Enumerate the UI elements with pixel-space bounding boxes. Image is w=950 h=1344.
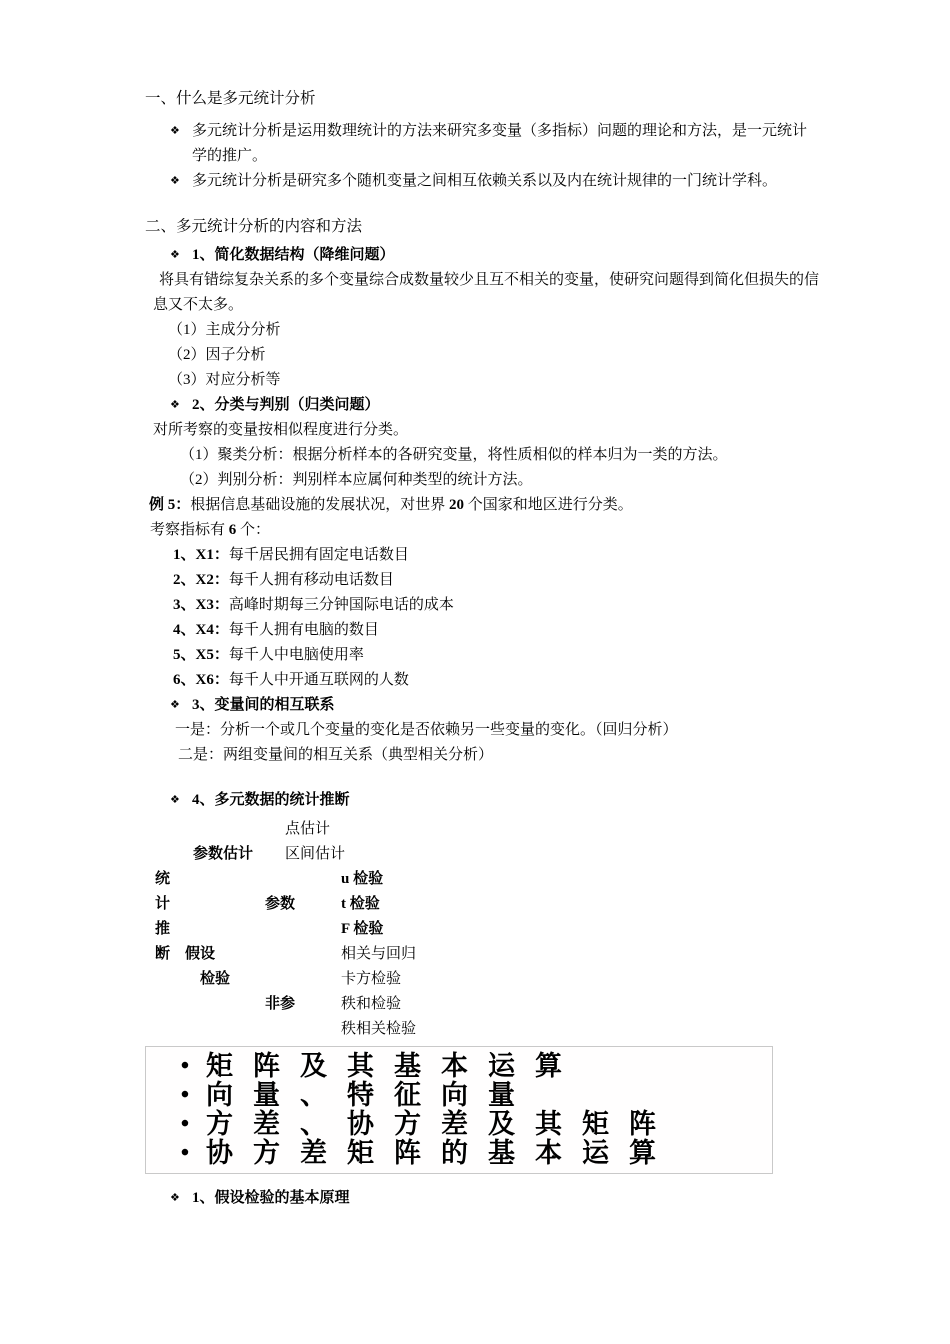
item2-sub-2: （2）判别分析：判别样本应属何种类型的统计方法。 bbox=[180, 472, 533, 488]
diagram-label-interval-estimate: 区间估计 bbox=[285, 846, 346, 862]
section2-item3 bbox=[170, 693, 820, 718]
item3-sub-1: 一是：分析一个或几个变量的变化是否依赖另一些变量的变化。（回归分析） bbox=[175, 722, 678, 738]
indicator-number: 6 bbox=[228, 522, 237, 538]
diagram-label-nonparametric: 非参 bbox=[265, 996, 296, 1012]
slide-item-2 bbox=[164, 1081, 772, 1110]
section1-bullet-1 bbox=[170, 119, 820, 169]
x-item-1 bbox=[173, 543, 820, 568]
slide-item-4 bbox=[164, 1139, 772, 1168]
item2-description: 对所考察的变量按相似程度进行分类。 bbox=[153, 422, 409, 438]
diagram-label-duan: 断 bbox=[155, 946, 171, 962]
item3-sub-2: 二是：两组变量间的相互关系（典型相关分析） bbox=[178, 747, 494, 763]
x-item-prefix: 1、X1： bbox=[173, 547, 229, 563]
item-title: 1、简化数据结构（降维问题） bbox=[192, 247, 395, 263]
x-item-prefix: 5、X5： bbox=[173, 647, 229, 663]
diamond-bullet-icon: ❖ bbox=[170, 1192, 180, 1204]
bullet-dot-icon: • bbox=[180, 1140, 190, 1166]
slide-image-box bbox=[145, 1046, 773, 1174]
section1-bullet-2 bbox=[170, 169, 820, 194]
slide-item-text: 协方差矩阵的基本运算 bbox=[206, 1138, 676, 1168]
diagram-label-hypothesis: 假设 bbox=[185, 946, 216, 962]
final-item bbox=[170, 1186, 820, 1211]
diamond-bullet-icon: ❖ bbox=[170, 399, 180, 411]
item1-description: 将具有错综复杂关系的多个变量综合成数量较少且互不相关的变量，使研究问题得到简化但损失的信息又不太多。 bbox=[153, 272, 820, 313]
indicator-text-2: 个： bbox=[236, 522, 271, 538]
x-item-prefix: 4、X4： bbox=[173, 622, 229, 638]
item1-sub-1: （1）主成分分析 bbox=[168, 322, 281, 338]
item1-sub-3: （3）对应分析等 bbox=[168, 372, 281, 388]
x-item-text: 每千居民拥有固定电话数目 bbox=[228, 547, 409, 563]
x-item-5 bbox=[173, 643, 820, 668]
diagram-label-tong: 统 bbox=[155, 871, 171, 887]
diamond-bullet-icon: ❖ bbox=[170, 249, 180, 261]
x-item-prefix: 3、X3： bbox=[173, 597, 229, 613]
indicator-text-1: 考察指标有 bbox=[150, 522, 229, 538]
diagram-label-tui: 推 bbox=[155, 921, 171, 937]
slide-item-text: 方差、协方差及其矩阵 bbox=[206, 1109, 676, 1139]
bullet-dot-icon: • bbox=[180, 1082, 190, 1108]
bullet-dot-icon: • bbox=[180, 1053, 190, 1079]
diagram-label-chi-square-test: 卡方检验 bbox=[341, 971, 402, 987]
diagram-label-ji: 计 bbox=[155, 896, 171, 912]
item-title: 4、多元数据的统计推断 bbox=[192, 792, 350, 808]
x-item-2 bbox=[173, 568, 820, 593]
diagram-label-rank-sum-test: 秩和检验 bbox=[341, 996, 402, 1012]
x-item-prefix: 6、X6： bbox=[173, 672, 229, 688]
example-label: 例 5： bbox=[149, 497, 191, 513]
example-text-2: 个国家和地区进行分类。 bbox=[464, 497, 633, 513]
x-item-text: 每千人中电脑使用率 bbox=[228, 647, 364, 663]
diamond-bullet-icon: ❖ bbox=[170, 699, 180, 711]
diagram-label-point-estimate: 点估计 bbox=[285, 821, 331, 837]
slide-item-3 bbox=[164, 1110, 772, 1139]
x-item-4 bbox=[173, 618, 820, 643]
diagram-label-rank-correlation-test: 秩相关检验 bbox=[341, 1021, 417, 1037]
statistical-inference-diagram bbox=[145, 817, 820, 1042]
item2-sub-1: （1）聚类分析：根据分析样本的各研究变量，将性质相似的样本归为一类的方法。 bbox=[180, 447, 728, 463]
example-text-1: 根据信息基础设施的发展状况，对世界 bbox=[190, 497, 450, 513]
x-item-text: 高峰时期每三分钟国际电话的成本 bbox=[228, 597, 454, 613]
slide-item-text: 矩阵及其基本运算 bbox=[206, 1051, 582, 1081]
document-page bbox=[145, 86, 820, 1211]
item-title: 3、变量间的相互联系 bbox=[192, 697, 335, 713]
diamond-bullet-icon: ❖ bbox=[170, 125, 180, 137]
bullet-dot-icon: • bbox=[180, 1111, 190, 1137]
example-line bbox=[149, 493, 820, 518]
section1-heading: 一、什么是多元统计分析 bbox=[145, 90, 316, 107]
item-title: 2、分类与判别（归类问题） bbox=[192, 397, 380, 413]
x-item-6 bbox=[173, 668, 820, 693]
diagram-label-parametric: 参数 bbox=[265, 896, 296, 912]
diagram-label-u-test: u 检验 bbox=[341, 871, 384, 887]
section2-item1 bbox=[170, 243, 820, 268]
diamond-bullet-icon: ❖ bbox=[170, 794, 180, 806]
bullet-text: 多元统计分析是研究多个随机变量之间相互依赖关系以及内在统计规律的一门统计学科。 bbox=[192, 173, 778, 189]
indicator-line bbox=[150, 518, 820, 543]
diamond-bullet-icon: ❖ bbox=[170, 175, 180, 187]
bullet-text: 多元统计分析是运用数理统计的方法来研究多变量（多指标）问题的理论和方法，是一元统计学的推广。 bbox=[192, 123, 808, 164]
x-item-3 bbox=[173, 593, 820, 618]
section2-heading: 二、多元统计分析的内容和方法 bbox=[145, 218, 363, 235]
x-item-text: 每千人中开通互联网的人数 bbox=[228, 672, 409, 688]
slide-item-1 bbox=[164, 1052, 772, 1081]
diagram-label-f-test: F 检验 bbox=[341, 921, 384, 937]
item1-sub-2: （2）因子分析 bbox=[168, 347, 266, 363]
diagram-label-correlation-regression: 相关与回归 bbox=[341, 946, 417, 962]
example-number: 20 bbox=[449, 497, 465, 513]
section2-item2 bbox=[170, 393, 820, 418]
diagram-label-parameter-estimation: 参数估计 bbox=[193, 846, 254, 862]
slide-item-text: 向量、特征向量 bbox=[206, 1080, 535, 1110]
diagram-label-test: 检验 bbox=[200, 971, 231, 987]
item-title: 1、假设检验的基本原理 bbox=[192, 1190, 350, 1206]
x-item-text: 每千人拥有电脑的数目 bbox=[228, 622, 379, 638]
diagram-label-t-test: t 检验 bbox=[341, 896, 380, 912]
x-item-text: 每千人拥有移动电话数目 bbox=[228, 572, 394, 588]
x-item-prefix: 2、X2： bbox=[173, 572, 229, 588]
section2-item4 bbox=[170, 788, 820, 813]
